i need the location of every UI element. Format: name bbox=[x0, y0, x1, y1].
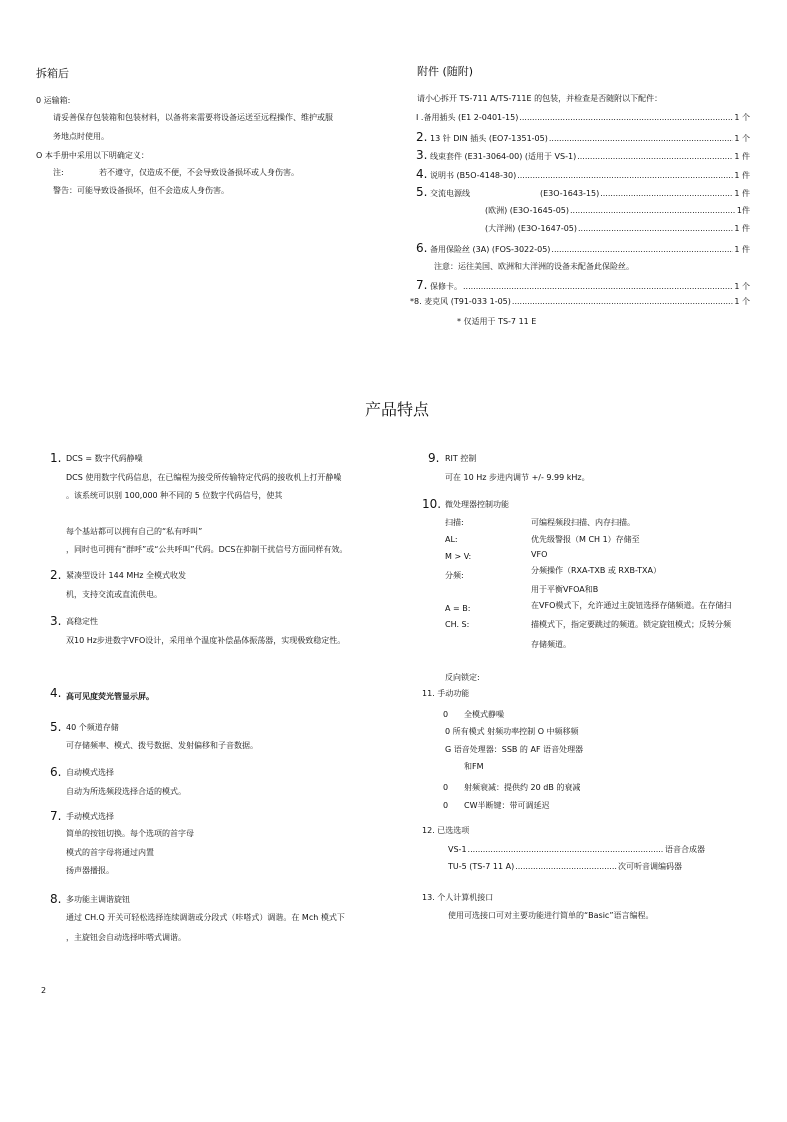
feature-text: 使用可选接口可对主要功能进行简单的“Basic”语言编程。 bbox=[448, 911, 654, 920]
accessory-label: 13 针 DIN 插头 (EO7-1351-05) bbox=[430, 134, 548, 143]
function-value: 存储频道。 bbox=[531, 640, 571, 649]
note-text: 若不遵守，仅造成不便，不会导致设备损坏或人身伤害。 bbox=[99, 168, 299, 177]
accessory-num: 2. bbox=[416, 130, 428, 144]
leader-dots bbox=[577, 152, 733, 162]
shipping-box-text-1: 请妥善保存包装箱和包装材料，以备将来需要将设备运送至远程操作、维护或服 bbox=[53, 113, 333, 122]
note-label: 注: bbox=[53, 168, 64, 177]
accessory-qty: 1 个 bbox=[734, 282, 750, 291]
leader-dots bbox=[515, 862, 617, 872]
function-value: 可编程频段扫描、内存扫描。 bbox=[531, 518, 635, 527]
leader-dots bbox=[578, 224, 733, 234]
feature-number: 2. bbox=[50, 568, 62, 582]
function-value: 优先级警报（M CH 1）存储至 bbox=[531, 535, 640, 544]
accessory-label: 备用保险丝 (3A) (FOS-3022-05) bbox=[430, 245, 551, 254]
leader-dots bbox=[600, 189, 733, 199]
function-key: M > V: bbox=[445, 552, 472, 561]
definitions-label: O 本手册中采用以下明确定义： bbox=[36, 151, 149, 160]
feature-title: 11. 手动功能 bbox=[422, 689, 470, 698]
fuse-note: 注意：运往美国、欧洲和大洋洲的设备未配备此保险丝。 bbox=[434, 262, 634, 271]
feature-text: 通过 CH.Q 开关可轻松选择连续调谐或分段式（咔嗒式）调谐。在 Mch 模式下 bbox=[66, 913, 345, 922]
option-desc: 语音合成器 bbox=[665, 845, 705, 854]
accessory-qty: 1 件 bbox=[734, 224, 750, 233]
feature-text: 可存储频率、模式、拨号数据、发射偏移和子音数据。 bbox=[66, 741, 258, 750]
accessory-row bbox=[416, 113, 750, 123]
page-number: 2 bbox=[41, 986, 47, 995]
feature-text: 模式的首字母将通过内置 bbox=[66, 848, 154, 857]
accessory-num: 4. bbox=[416, 167, 428, 181]
function-key: AL: bbox=[445, 535, 458, 544]
feature-title: DCS = 数字代码静噪 bbox=[66, 454, 143, 463]
accessory-num: I . bbox=[416, 113, 424, 122]
unpacking-title: 拆箱后 bbox=[36, 67, 69, 80]
feature-number: 8. bbox=[50, 892, 62, 906]
accessory-row bbox=[416, 168, 750, 181]
feature-title: 紧凑型设计 144 MHz 全模式收发 bbox=[66, 571, 187, 580]
accessory-code: (E3O-1643-15) bbox=[540, 189, 600, 198]
accessory-label: 备用插头 (E1 2-0401-15) bbox=[423, 113, 519, 122]
leader-dots bbox=[463, 282, 733, 292]
accessory-row bbox=[416, 131, 750, 144]
feature-text: 和FM bbox=[464, 762, 484, 771]
function-key: CH. S: bbox=[445, 620, 470, 629]
accessory-row bbox=[485, 206, 750, 216]
option-row bbox=[448, 845, 705, 855]
accessory-label: 交流电源线 bbox=[430, 189, 470, 198]
accessory-row bbox=[410, 297, 750, 307]
function-value: VFO bbox=[531, 550, 548, 559]
feature-text: ，同时也可拥有“群呼”或“公共呼叫”代码。DCS在抑制干扰信号方面同样有效。 bbox=[66, 545, 348, 554]
accessory-qty: 1 件 bbox=[734, 245, 750, 254]
feature-number: 4. bbox=[50, 686, 62, 700]
option-label: TU-5 (TS-7 11 A) bbox=[448, 862, 515, 871]
accessory-label: 麦克风 (T91-033 1-05) bbox=[424, 297, 511, 306]
feature-title: 自动模式选择 bbox=[66, 768, 114, 777]
option-desc: 次可听音调编码器 bbox=[618, 862, 682, 871]
accessory-num: 7. bbox=[416, 278, 428, 292]
feature-text: 射频衰减：提供约 20 dB 的衰减 bbox=[464, 783, 581, 792]
leader-dots bbox=[512, 297, 733, 307]
feature-number: 5. bbox=[50, 720, 62, 734]
feature-text: ，主旋钮会自动选择咔嗒式调谐。 bbox=[66, 933, 186, 942]
feature-title: 手动模式选择 bbox=[66, 812, 114, 821]
feature-number: 9. bbox=[428, 451, 440, 465]
accessory-label: 说明书 (B5O-4148-30) bbox=[430, 171, 517, 180]
leader-dots bbox=[519, 113, 733, 123]
bullet-mark: 0 bbox=[443, 783, 449, 792]
feature-number: 1. bbox=[50, 451, 62, 465]
feature-text: 0 所有模式 射频功率控制 O 中频移频 bbox=[445, 727, 579, 736]
accessory-row bbox=[485, 224, 750, 234]
warning-text: 警告：可能导致设备损坏，但不会造成人身伤害。 bbox=[53, 186, 229, 195]
accessory-qty: 1 件 bbox=[734, 152, 750, 161]
feature-number: 10. bbox=[422, 497, 442, 511]
leader-dots bbox=[517, 171, 733, 181]
accessory-qty: 1 件 bbox=[734, 189, 750, 198]
feature-text: 简单的按钮切换。每个选项的首字母 bbox=[66, 829, 194, 838]
feature-text: G 语音处理器：SSB 的 AF 语音处理器 bbox=[445, 745, 584, 754]
accessory-row bbox=[416, 279, 750, 292]
feature-text: 全模式静噪 bbox=[464, 710, 504, 719]
feature-text: 。该系统可识别 100,000 种不同的 5 位数字代码信号，使其 bbox=[66, 491, 283, 500]
bullet-mark: 0 bbox=[443, 801, 449, 810]
feature-number: 7. bbox=[50, 809, 62, 823]
accessory-num: 5. bbox=[416, 185, 428, 199]
accessory-num: *8. bbox=[410, 297, 422, 306]
leader-dots bbox=[468, 845, 664, 855]
feature-title: 多功能主调谐旋钮 bbox=[66, 895, 130, 904]
accessory-num: 3. bbox=[416, 148, 428, 162]
feature-text: 机，支持交流或直流供电。 bbox=[66, 590, 162, 599]
feature-title: 微处理器控制功能 bbox=[445, 500, 509, 509]
accessories-title: 附件 (随附) bbox=[417, 65, 474, 78]
function-value: 用于平衡VFOA和B bbox=[531, 585, 599, 594]
feature-text: 双10 Hz步进数字VFO设计，采用单个温度补偿晶体振荡器，实现极致稳定性。 bbox=[66, 636, 346, 645]
accessory-qty: 1 个 bbox=[734, 134, 750, 143]
feature-text: CW半断键：带可调延迟 bbox=[464, 801, 550, 810]
accessory-label: (欧洲) (E3O-1645-05) bbox=[485, 206, 570, 215]
accessory-row bbox=[416, 186, 750, 199]
function-value: 在VFO模式下，允许通过主旋钮选择存储频道。在存储扫 bbox=[531, 601, 732, 610]
function-key: 反向锁定: bbox=[445, 673, 480, 682]
feature-text: 每个基站都可以拥有自己的“私有呼叫” bbox=[66, 527, 203, 536]
features-title: 产品特点 bbox=[365, 400, 430, 419]
feature-number: 6. bbox=[50, 765, 62, 779]
accessory-num: 6. bbox=[416, 241, 428, 255]
function-key: 分频: bbox=[445, 571, 464, 580]
feature-title: RIT 控制 bbox=[445, 454, 477, 463]
bullet-mark: 0 bbox=[443, 710, 449, 719]
feature-title: 高稳定性 bbox=[66, 617, 98, 626]
feature-number: 3. bbox=[50, 614, 62, 628]
feature-text: 可在 10 Hz 步进内调节 +/- 9.99 kHz。 bbox=[445, 473, 590, 482]
accessory-row bbox=[416, 242, 750, 255]
option-row bbox=[448, 862, 682, 872]
accessory-qty: 1 件 bbox=[734, 171, 750, 180]
shipping-box-label: 0 运输箱: bbox=[36, 96, 71, 105]
feature-title: 12. 已选选项 bbox=[422, 826, 470, 835]
shipping-box-text-2: 务地点时使用。 bbox=[53, 132, 109, 141]
feature-title: 13. 个人计算机接口 bbox=[422, 893, 494, 902]
footnote: * 仅适用于 TS-7 11 E bbox=[457, 317, 537, 326]
function-value: 描模式下，指定要跳过的频道。锁定旋钮模式；反转分频 bbox=[531, 620, 731, 629]
accessory-label: 线束套件 (E31-3064-00) (适用于 VS-1) bbox=[430, 152, 577, 161]
accessory-qty: 1 个 bbox=[734, 297, 750, 306]
feature-text: DCS 使用数字代码信息，在已编程为接受所传输特定代码的接收机上打开静噪 bbox=[66, 473, 342, 482]
leader-dots bbox=[551, 245, 733, 255]
function-key: 扫描: bbox=[445, 518, 464, 527]
feature-title: 40 个频道存储 bbox=[66, 723, 119, 732]
feature-title: 高可见度荧光管显示屏。 bbox=[66, 692, 154, 701]
accessory-label: (大洋洲) (E3O-1647-05) bbox=[485, 224, 578, 233]
accessory-row bbox=[416, 149, 750, 162]
accessory-qty: 1 个 bbox=[734, 113, 750, 122]
feature-text: 自动为所选频段选择合适的模式。 bbox=[66, 787, 186, 796]
accessories-intro: 请小心拆开 TS-711 A/TS-711E 的包装，并检查是否随附以下配件： bbox=[417, 94, 663, 103]
leader-dots bbox=[570, 206, 736, 216]
accessory-label: 保修卡。 bbox=[430, 282, 462, 291]
feature-text: 扬声器播报。 bbox=[66, 866, 114, 875]
accessory-qty: 1件 bbox=[736, 206, 750, 215]
option-label: VS-1 bbox=[448, 845, 467, 854]
function-key: A = B: bbox=[445, 604, 471, 613]
leader-dots bbox=[549, 134, 734, 144]
function-value: 分频操作（RXA-TXB 或 RXB-TXA） bbox=[531, 566, 661, 575]
